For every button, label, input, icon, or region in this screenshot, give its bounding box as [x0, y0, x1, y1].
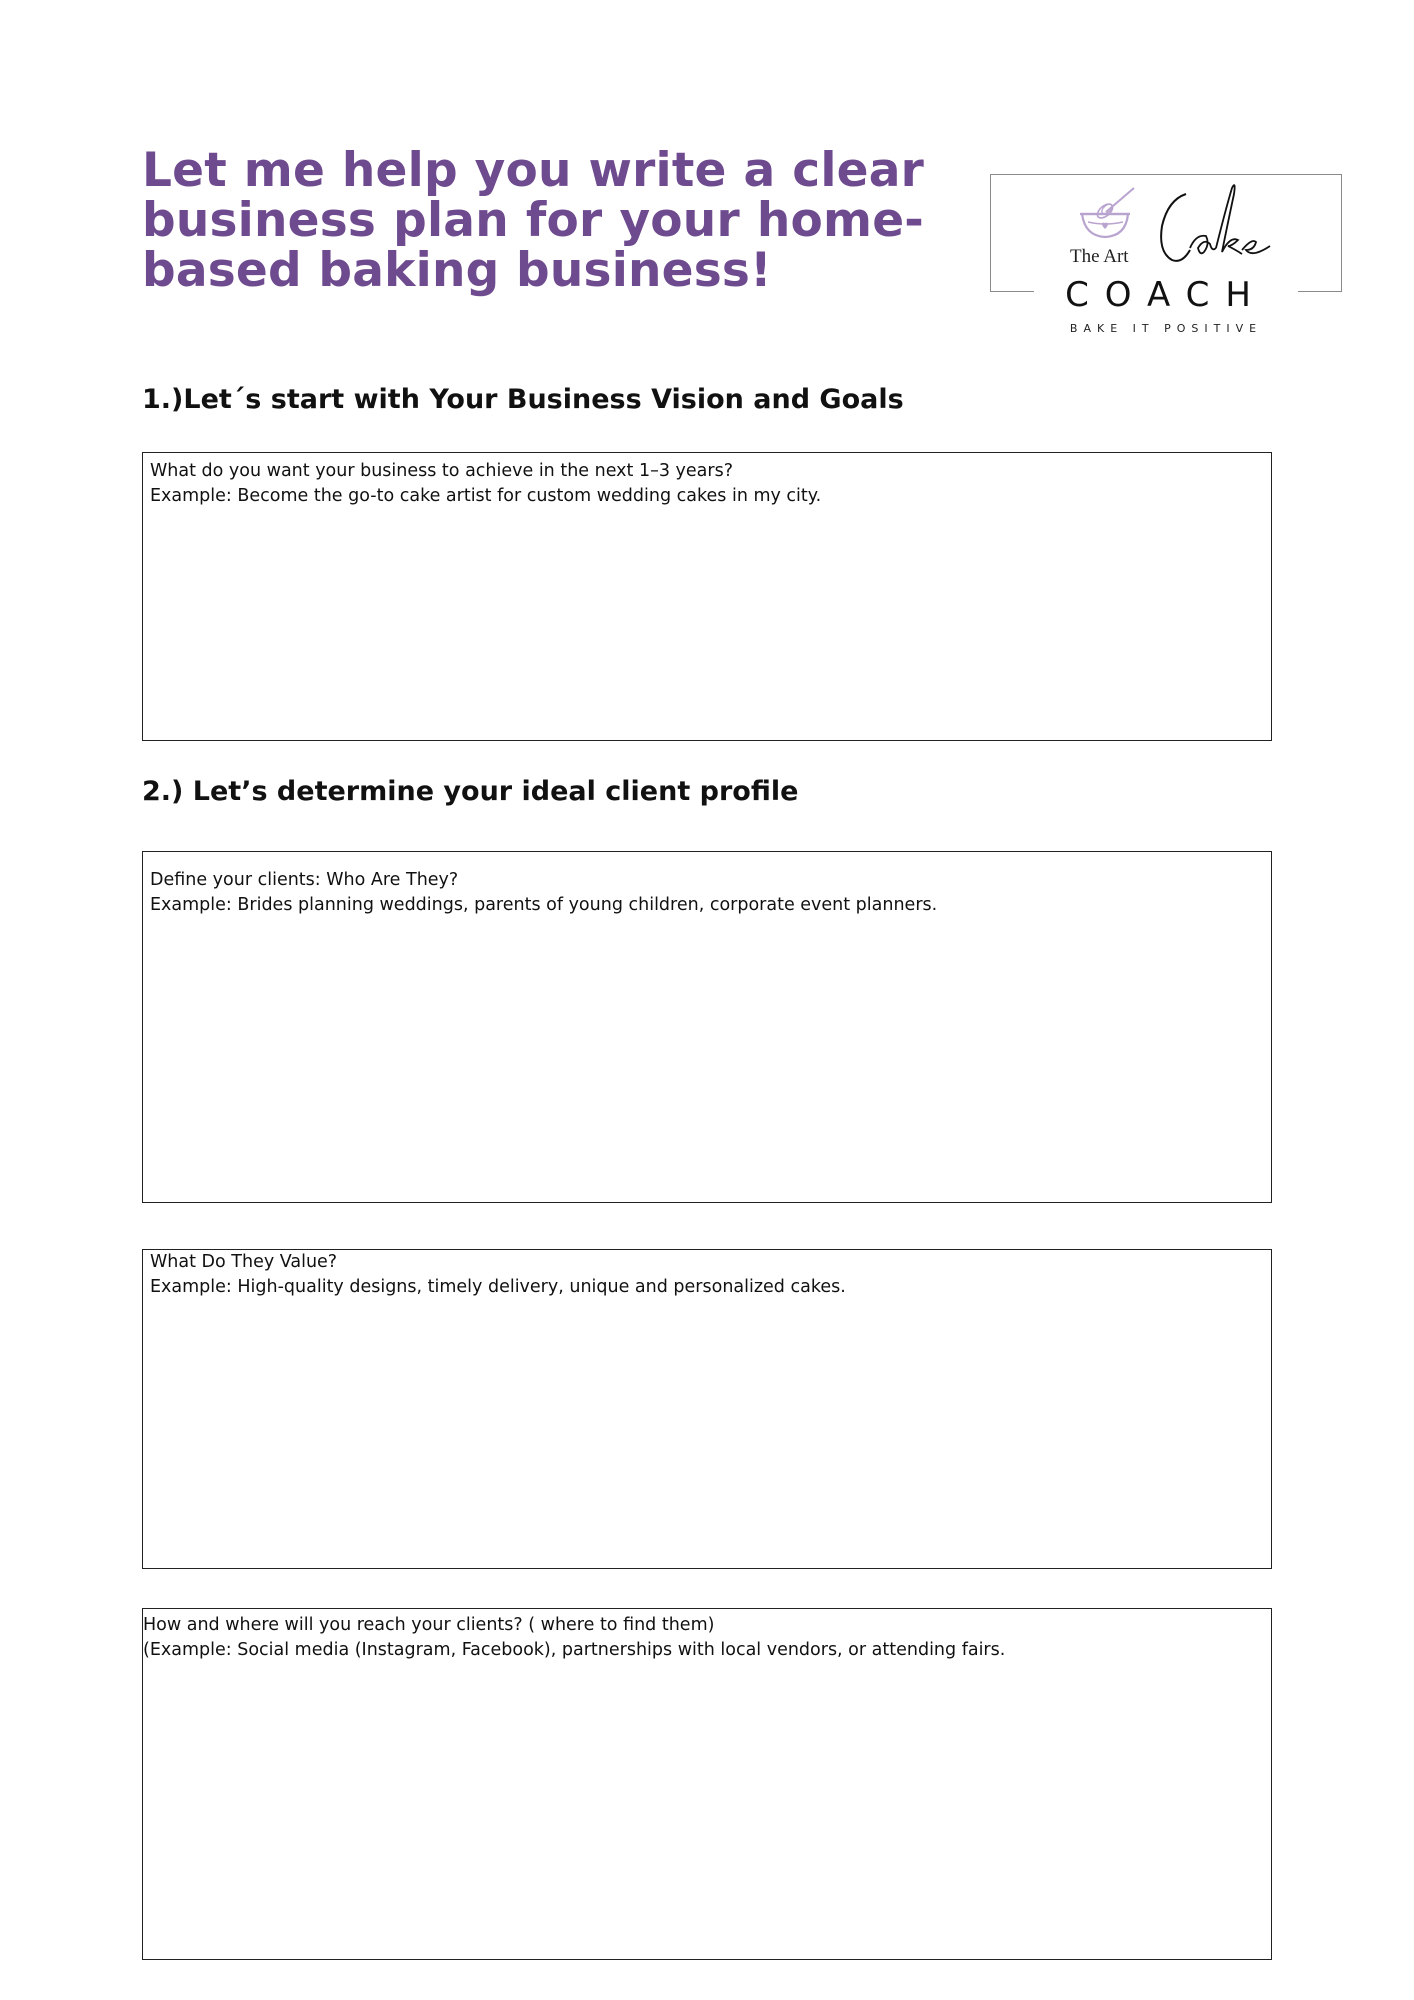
vision-goals-answer-box[interactable]	[142, 452, 1272, 741]
vision-goals-prompt	[150, 459, 821, 509]
the-art-cake-coach-logo	[990, 170, 1350, 340]
logo-frame-line-left	[990, 291, 1034, 292]
client-reach-question: How and where will you reach your clients? ( where to find them)	[143, 1615, 715, 1635]
logo-cake-script	[1148, 178, 1278, 278]
client-values-question: What Do They Value?	[150, 1252, 338, 1272]
client-reach-example: (Example: Social media (Instagram, Facebook), partnerships with local vendors, or attending fairs.	[143, 1640, 1006, 1660]
logo-coach-text: COACH	[1046, 274, 1286, 316]
vision-goals-question: What do you want your business to achieve in the next 1–3 years?	[150, 461, 733, 481]
client-definition-prompt	[150, 868, 937, 918]
client-definition-question: Define your clients: Who Are They?	[150, 870, 459, 890]
logo-frame-line-right	[1298, 291, 1342, 292]
client-values-example: Example: High-quality designs, timely delivery, unique and personalized cakes.	[150, 1277, 846, 1297]
section-2-heading: 2.) Let’s determine your ideal client profile	[142, 776, 799, 807]
client-values-answer-box[interactable]	[142, 1249, 1272, 1569]
logo-the-art-text: The Art	[1070, 246, 1129, 267]
logo-tagline: BAKE IT POSITIVE	[1069, 322, 1263, 335]
section-1-heading: 1.)Let´s start with Your Business Vision and Goals	[142, 384, 904, 415]
mixing-bowl-whisk-icon	[1076, 184, 1146, 244]
client-reach-answer-box[interactable]	[142, 1608, 1272, 1960]
client-definition-answer-box[interactable]	[142, 851, 1272, 1203]
client-values-prompt	[150, 1250, 846, 1300]
client-reach-prompt	[143, 1613, 1005, 1663]
client-definition-example: Example: Brides planning weddings, parents of young children, corporate event planners.	[150, 895, 938, 915]
vision-goals-example: Example: Become the go-to cake artist for custom wedding cakes in my city.	[150, 486, 822, 506]
page-title: Let me help you write a clear business plan for your home-based baking business!	[142, 143, 924, 298]
